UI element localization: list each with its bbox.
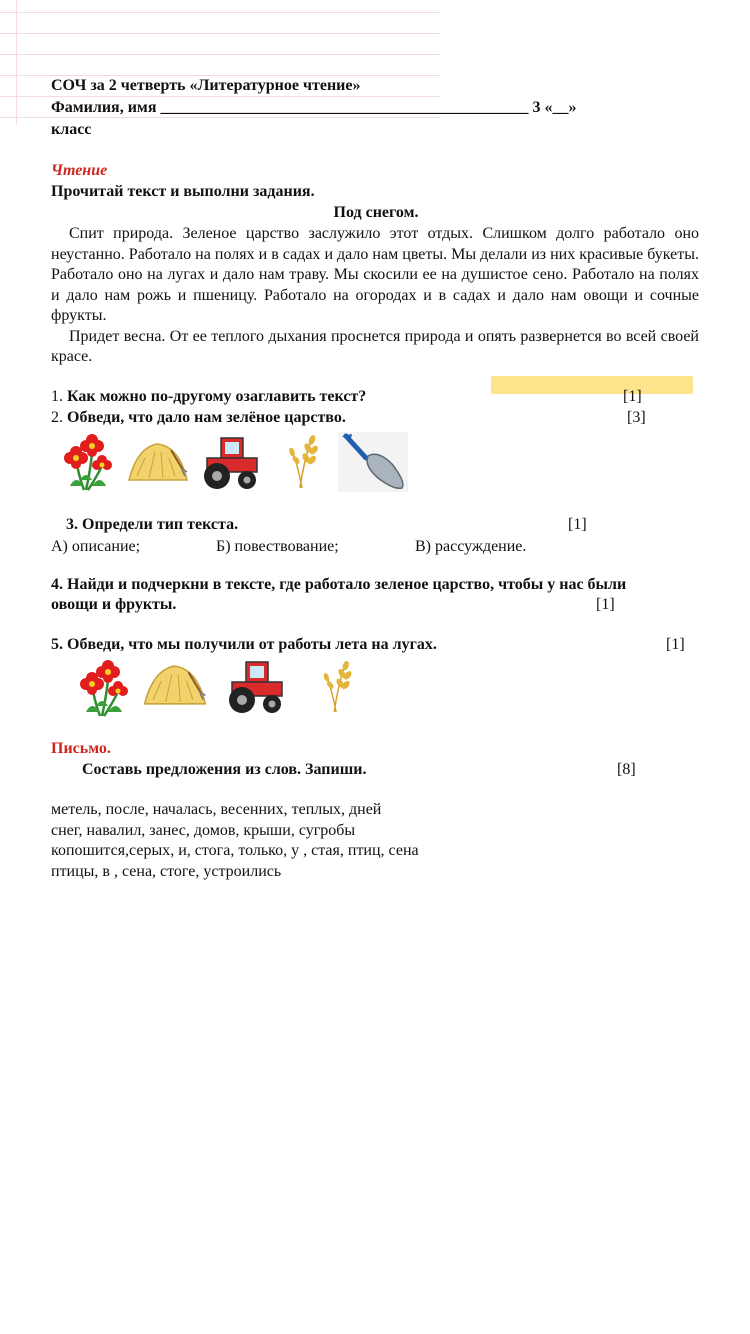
word-line-1: метель, после, началась, весенних, теплых, дней	[51, 801, 382, 818]
writing-score: [8]	[617, 761, 636, 778]
name-label: Фамилия, имя	[51, 99, 157, 116]
task-4-line-2: овощи и фрукты.	[51, 596, 177, 613]
writing-instruction: Составь предложения из слов. Запиши.	[82, 761, 367, 778]
haystack-icon	[127, 440, 189, 484]
shovel-icon	[338, 432, 408, 492]
flowers-icon	[78, 654, 128, 718]
option-b: Б) повествование;	[216, 538, 339, 555]
notebook-margin-line	[16, 0, 17, 125]
task-5-text: 5. Обведи, что мы получили от работы лета на лугах.	[51, 636, 437, 653]
grade-label: 3 «__»	[532, 99, 577, 116]
haystack-icon	[142, 662, 208, 708]
word-line-2: снег, навалил, занес, домов, крыши, сугробы	[51, 821, 356, 839]
option-c: В) рассуждение.	[415, 538, 527, 555]
class-word: класс	[51, 121, 92, 138]
task-3-text: 3. Определи тип текста.	[66, 516, 239, 533]
reading-text	[51, 224, 699, 368]
task-2-score: [3]	[627, 409, 646, 426]
reading-instruction: Прочитай текст и выполни задания.	[51, 183, 315, 200]
name-line	[51, 99, 701, 117]
reading-section-title: Чтение	[51, 162, 108, 179]
word-lines	[51, 800, 701, 882]
paragraph-2: Придет весна. От ее теплого дыхания проснется природа и опять развернется во всей своей красе.	[51, 327, 699, 365]
task-3-score: [1]	[568, 516, 587, 533]
word-line-4: птицы, в , сена, стоге, устроились	[51, 862, 282, 880]
task-2-number: 2.	[51, 409, 63, 426]
flowers-icon	[62, 428, 112, 492]
wheat-icon	[282, 430, 328, 490]
tractor-icon	[222, 656, 288, 716]
task-2-text: Обведи, что дало нам зелёное царство.	[67, 409, 346, 426]
word-line-3: копошится,серых, и, стога, только, у , стая, птиц, сена	[51, 842, 419, 859]
task-1	[51, 388, 366, 406]
wheat-icon	[310, 656, 368, 714]
paragraph-1: Спит природа. Зеленое царство заслужило этот отдых. Слишком долго работало оно неустанно. Работало на полях и в садах и дало нам цветы. Мы делали из них красивые букеты. Работало оно на лугах и дало нам траву. Мы скосили ее на душистое сено. Работало на полях и дало нам рожь и пшеницу. Работало на огородах и в садах и дало нам овощи и сочные фрукты.	[51, 225, 699, 324]
name-blank: ______________________________________________	[160, 99, 529, 116]
text-title: Под снегом.	[333, 204, 419, 221]
doc-title: СОЧ за 2 четверть «Литературное чтение»	[51, 77, 361, 94]
task-1-text: Как можно по-другому озаглавить текст?	[67, 388, 367, 405]
task-2	[51, 409, 346, 427]
task-1-number: 1.	[51, 388, 63, 405]
tractor-icon	[199, 432, 261, 492]
task-5-score: [1]	[666, 636, 685, 653]
task-1-score: [1]	[623, 388, 642, 405]
task-4-score: [1]	[596, 596, 615, 613]
option-a: А) описание;	[51, 538, 141, 555]
answer-highlight	[491, 376, 693, 394]
task-4-line-1: 4. Найди и подчеркни в тексте, где работало зеленое царство, чтобы у нас были	[51, 576, 627, 593]
writing-section-title: Письмо.	[51, 740, 111, 757]
